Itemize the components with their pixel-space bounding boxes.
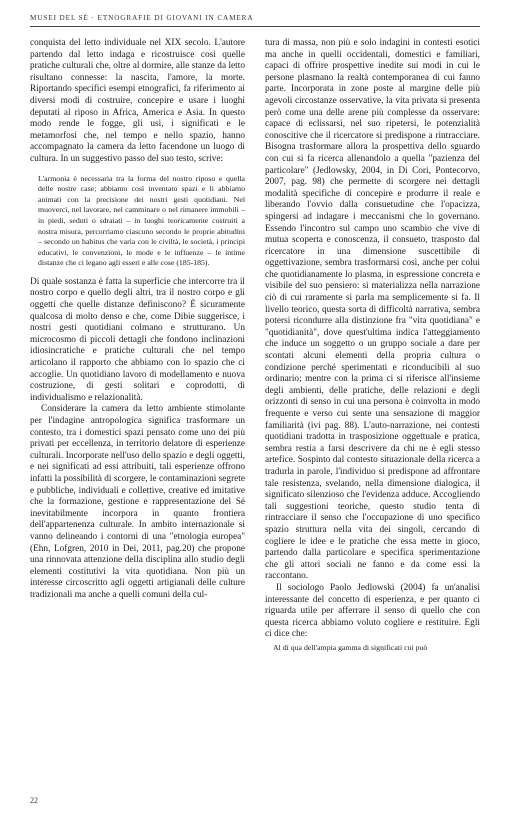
paragraph: Di quale sostanza è fatta la superficie che intercorre tra il nostro corpo e quello degli altri, tra il nostro corpo e gli oggetti che quelle distanze definiscono? È sicuramente qualcosa di molto denso e che, come Dibie suggerisce, i nostri gesti quotidiani colmano e strutturano. Un microcosmo di piccoli dettagli che fondono inclinazioni idiosincratiche e pratiche culturali che nel tempo articolano il rapporto che abbiamo con lo spazio che ci accoglie. Un quotidiano lavoro di modellamento e nuova costruzione, di gesti solitari e coprodotti, di individualismo e relazionalità.	[30, 276, 245, 403]
block-quote: Al di qua dell'ampia gamma di significati cui può	[273, 642, 428, 652]
paragraph: Il sociologo Paolo Jedlowski (2004) fa un'analisi interessante del concetto di esperienza, e per quanto ci riguarda utile per afferrare il senso di quello che con questa ricerca abbiamo voluto cogliere e restituire. Egli ci dice che:	[265, 582, 480, 640]
page-number: 22	[30, 796, 38, 805]
paragraph: conquista del letto individuale nel XIX secolo. L'autore partendo dal letto indaga e ricostruisce così quelle pratiche culturali che, oltre al dormire, alle stanze da letto risultano connesse: la nascita, l'amore, la morte. Riportando specifici esempi etnografici, fa riferimento ai diversi modi di costruire, concepire e usare i luoghi deputati al riposo in Africa, America e Asia. In questo modo rende le fogge, gli usi, i significati e le metamorfosi che, nel tempo e nello spazio, hanno accompagnato la camera da letto facendone un luogo di cultura. In un suggestivo passo del suo testo, scrive:	[30, 38, 245, 164]
right-column	[265, 38, 480, 661]
header-rule	[30, 26, 480, 27]
block-quote: L'armonia è necessaria tra la forma del nostro riposo e quella delle nostre case; abbiamo così inventato spazi e li abbiamo animati con la precisione dei nostri gesti quotidiani. Nel muoverci, nel lavorare, nel camminare o nel rimanere immobili – in piedi, seduti o sdraiati – in luoghi teoricamente costruiti a nostra misura, percorriamo ciascuno secondo le proprie abitudini – secondo un habitus che varia con le civiltà, le società, i principi educativi, le convenzioni, le mode e le influenze – le intime distanze che ci legano agli esseri e alle cose (185-185).	[38, 173, 245, 268]
left-column	[30, 38, 245, 602]
paragraph: tura di massa, non più e solo indagini in contesti esotici ma anche in quelli occidentali, domestici e familiari, capaci di offrire prospettive inedite sui modi in cui le persone plasmano la realtà contemporanea di cui fanno parte. Incorporata in zone poste al margine delle più agevoli circostanze osservative, la vita privata si presenta però come una delle arene più complesse da osservare: capace di eclissarsi, nel suo ripetersi, le potenzialità conoscitive che il ricercatore si predispone a rintracciare. Bisogna trasformare allora la prospettiva dello sguardo con cui si fa ricerca allenandolo a quella "pazienza del particolare" (Jedlowsky, 2004, in Di Cori, Pontecorvo, 2007, pag. 98) che permette di scorgere nei dettagli modalità specifiche di concepire e produrre il reale e liberando l'ovvio dalla consuetudine che l'opacizza, spingersi ad indagare i meccanismi che lo governano. Essendo l'incontro sul campo uno scambio che vive di mutua scoperta e conoscenza, il consueto, trasposto dal ricercatore in una dimensione suscettibile di oggettivazione, sembra trasformarsi così, anche per colui che quotidianamente lo plasma, in espressione concreta e visibile del suo pensiero: si materializza nella narrazione ciò di cui raramente si parla ma semplicemente si fa. Il livello teorico, questa sorta di difficoltà narrativa, sembra potersi ricondurre alla distinzione fra "vita quotidiana" e "quotidianità", dove quest'ultima indica l'atteggiamento che induce un soggetto o un gruppo sociale a dare per scontati alcuni elementi della propria cultura o condizione perché sperimentati e riconducibili al suo ordinario; mentre con la prima ci si riferisce all'insieme degli ambienti, delle pratiche, delle relazioni e degli orizzonti di senso in cui una persona è coinvolta in modo frequente e verso cui sente una sensazione di maggior familiarità (ivi pag. 88). L'auto-narrazione, nei contesti quotidiani tradotta in trasposizione oggettuale e pratica, sembra restia a farsi descrivere da chi ne è egli stesso artefice. Sospinto dal contesto situazionale della ricerca a tradurla in parole, l'individuo si predispone ad affrontare tale resistenza, svelando, nella dimensione dialogica, il significato silenzioso che l'evidenza adduce. Accogliendo tali suggestioni teoriche, questo studio tenta di rintracciare il senso che l'occupazione di uno specifico spazio struttura nella vita dei singoli, cercando di cogliere le idee e le pratiche che essa mette in gioco, partendo dalla particolare e specifica sperimentazione che gli attori sociali ne fanno e da come essi la raccontano.	[265, 38, 480, 582]
running-header: MUSEI DEL SÉ · ETNOGRAFIE DI GIOVANI IN CAMERA	[30, 14, 254, 22]
paragraph: Considerare la camera da letto ambiente stimolante per l'indagine antropologica significa trasformare un contesto, tra i domestici spazi pensato come uno dei più privati per eccellenza, in territorio delatore di esperienze culturali. Incorporate nell'uso dello spazio e degli oggetti, e nei significati ad essi attribuiti, tali esperienze offrono infatti la possibilità di scorgere, le contaminazioni segrete e pubbliche, individuali e collettive, creative ed imitative che la formazione, gestione e rappresentazione del Sé inevitabilmente incorpora in quanto frontiera dell'appartenenza culturale. In ambito internazionale si vanno delineando i contorni di una "etnologia europea" (Ehn, Lofgren, 2010 in Dei, 2011, pag.20) che propone una rinnovata attenzione della disciplina allo studio degli elementi costitutivi la vita quotidiana. Non più un interesse circoscritto agli oggetti artigianali delle culture tradizionali ma anche a quelli comuni della cul-	[30, 404, 245, 600]
